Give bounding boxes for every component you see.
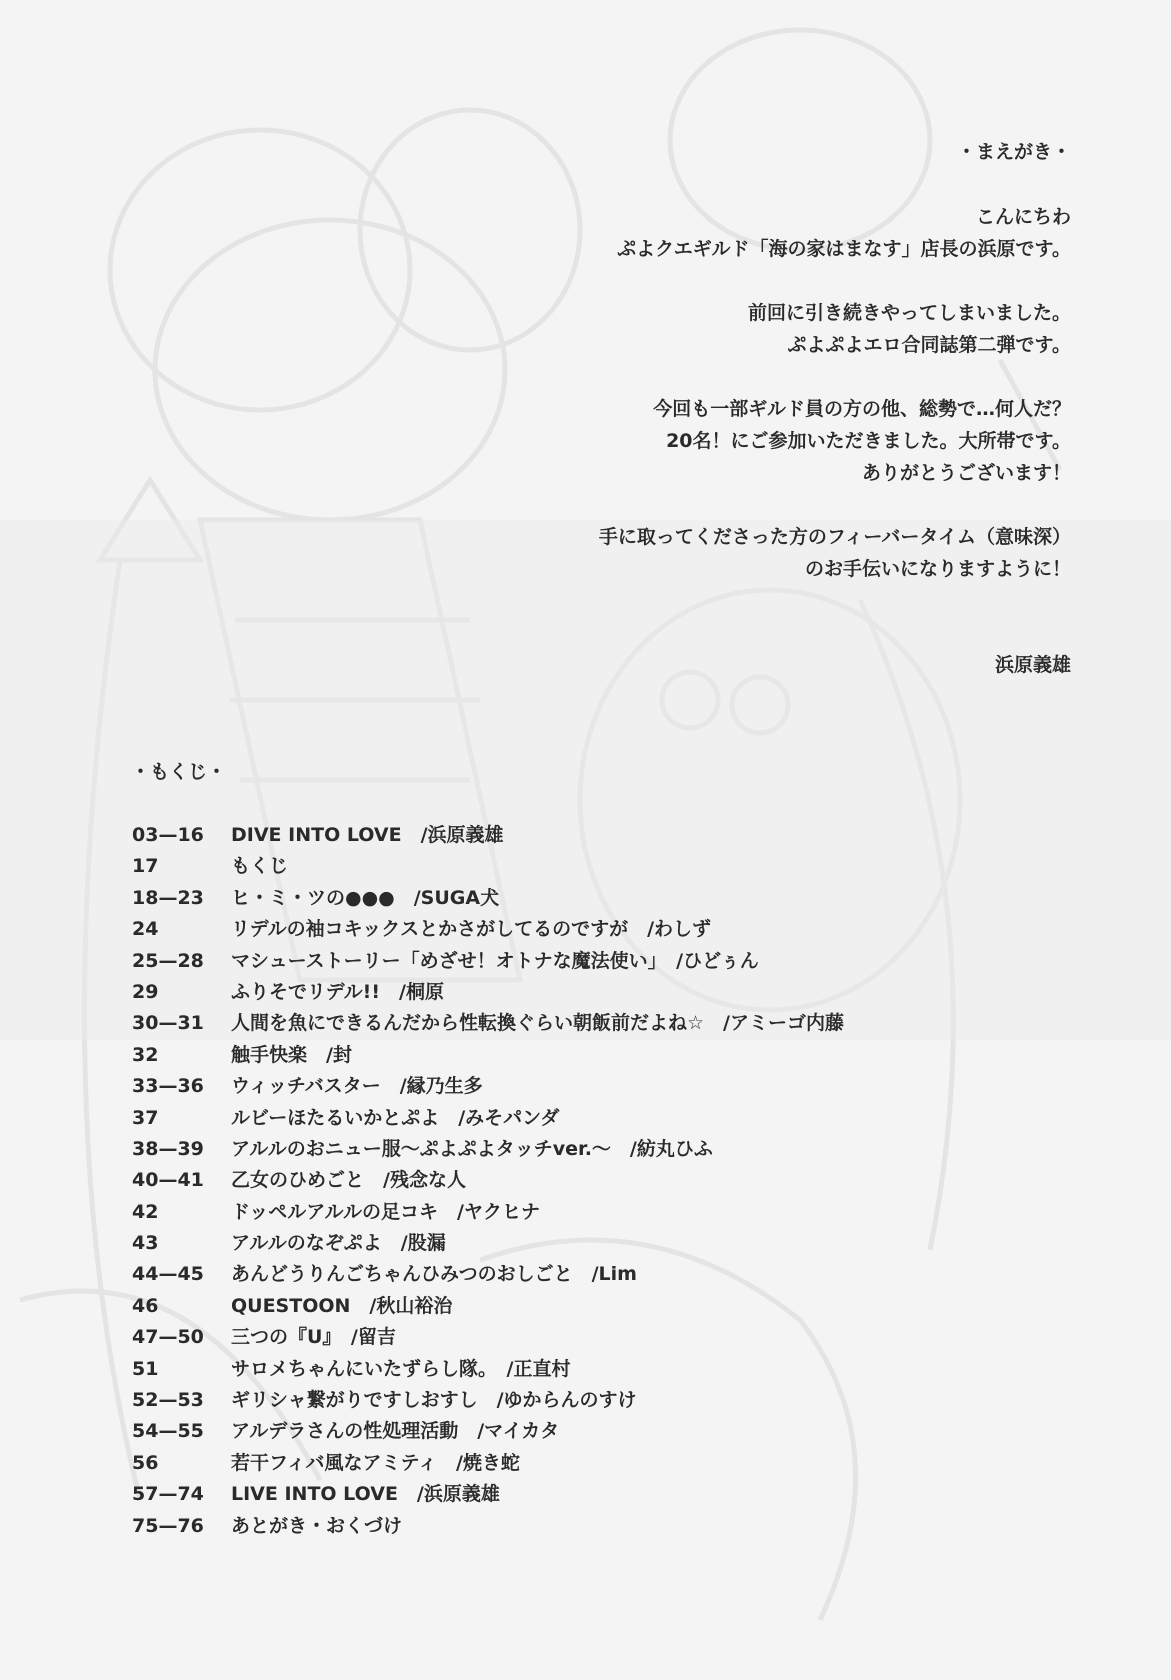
foreword-greeting: こんにちわ (975, 206, 1071, 228)
toc-page-range: 47—50 (132, 1326, 204, 1349)
toc-row (132, 1071, 1132, 1102)
toc-page-range: 51 (132, 1357, 159, 1380)
toc-row (132, 977, 1132, 1008)
toc-page-range: 24 (132, 918, 159, 941)
toc-page-range: 30—31 (132, 1012, 204, 1035)
toc-page-range: 37 (132, 1106, 159, 1129)
toc-entry: 若干フィバ風なアミティ /焼き蛇 (231, 1451, 520, 1474)
toc-row (132, 914, 1132, 945)
toc-page-range: 43 (132, 1232, 159, 1255)
toc-row (132, 1291, 1132, 1322)
toc-entry: もくじ (231, 855, 289, 878)
toc-page-range: 18—23 (132, 886, 204, 909)
toc-row (132, 851, 1132, 882)
toc-row (132, 1165, 1132, 1196)
toc-row (132, 1479, 1132, 1510)
toc-row (132, 1103, 1132, 1134)
toc-entry: あとがき・おくづけ (231, 1514, 403, 1537)
foreword-paragraph-line: 前回に引き続きやってしまいました。 (747, 302, 1071, 324)
toc-row (132, 1040, 1132, 1071)
toc-row (132, 820, 1132, 851)
toc-entry: ドッペルアルルの足コキ /ヤクヒナ (231, 1200, 540, 1223)
toc-page-range: 42 (132, 1200, 159, 1223)
toc-page-range: 54—55 (132, 1420, 204, 1443)
toc-page-range: 25—28 (132, 949, 204, 972)
toc-row (132, 1448, 1132, 1479)
toc-entry: 人間を魚にできるんだから性転換ぐらい朝飯前だよね☆ /アミーゴ内藤 (231, 1012, 844, 1035)
toc-entry: ふりそでリデル!! /桐原 (231, 980, 444, 1003)
toc-row (132, 1322, 1132, 1353)
toc-entry: DIVE INTO LOVE /浜原義雄 (231, 824, 504, 846)
toc-entry: LIVE INTO LOVE /浜原義雄 (231, 1483, 500, 1506)
foreword-section (451, 136, 1071, 681)
foreword-paragraph-line: ぷよぷよエロ合同誌第二弾です。 (787, 334, 1071, 356)
toc-row (132, 1416, 1132, 1447)
toc-page-range: 03—16 (132, 824, 204, 846)
toc-entry: ルビーほたるいかとぷよ /みそパンダ (231, 1106, 560, 1129)
toc-row (132, 883, 1132, 914)
toc-entry: あんどうりんごちゃんひみつのおしごと /Lim (231, 1263, 637, 1286)
toc-entry: リデルの袖コキックスとかさがしてるのですが /わしず (231, 918, 712, 941)
toc-page-range: 38—39 (132, 1137, 204, 1160)
toc-row (132, 1354, 1132, 1385)
foreword-paragraph-line: 今回も一部ギルド員の方の他、総勢で…何人だ？ (653, 398, 1071, 420)
toc-page-range: 32 (132, 1043, 159, 1066)
toc-entry: 三つの『U』 /留吉 (231, 1326, 396, 1349)
toc-row (132, 946, 1132, 977)
toc-entry: QUESTOON /秋山裕治 (231, 1294, 453, 1317)
toc-entry: ギリシャ繋がりですしおすし /ゆからんのすけ (231, 1389, 637, 1412)
toc-row (132, 1197, 1132, 1228)
foreword-title: ・まえがき・ (956, 141, 1071, 163)
toc-row (132, 1259, 1132, 1290)
toc-page-range: 46 (132, 1294, 159, 1317)
toc-entry: ウィッチバスター /縁乃生多 (231, 1075, 483, 1098)
toc-entry: アルデラさんの性処理活動 /マイカタ (231, 1420, 560, 1443)
toc-page-range: 56 (132, 1451, 159, 1474)
toc-page-range: 33—36 (132, 1075, 204, 1098)
toc-entry: マシューストーリー「めざせ！オトナな魔法使い」 /ひどぅん (231, 949, 759, 972)
toc-page-range: 44—45 (132, 1263, 204, 1286)
toc-entry: 乙女のひめごと /残念な人 (231, 1169, 466, 1192)
table-of-contents (132, 820, 1132, 1542)
toc-row (132, 1385, 1132, 1416)
toc-row (132, 1228, 1132, 1259)
foreword-paragraph-line: のお手伝いになりますように！ (804, 558, 1071, 580)
foreword-paragraph-line: 手に取ってくださった方のフィーバータイム（意味深） (598, 526, 1071, 548)
toc-row (132, 1008, 1132, 1039)
toc-entry: アルルのなぞぷよ /股漏 (231, 1232, 446, 1255)
toc-entry: サロメちゃんにいたずらし隊。 /正直村 (231, 1357, 571, 1380)
toc-page-range: 40—41 (132, 1169, 204, 1192)
foreword-intro: ぷよクエギルド「海の家はまなす」店長の浜原です。 (617, 238, 1071, 260)
foreword-paragraph-line: 20名！にご参加いただきました。大所帯です。 (666, 430, 1071, 452)
toc-row (132, 1134, 1132, 1165)
toc-entry: アルルのおニュー服～ぷよぷよタッチver.～ /紡丸ひふ (231, 1137, 713, 1160)
toc-page-range: 29 (132, 980, 159, 1003)
toc-row (132, 1511, 1132, 1542)
toc-entry: ヒ・ミ・ツの●●● /SUGA犬 (231, 886, 500, 909)
toc-title: ・もくじ・ (131, 761, 227, 783)
toc-page-range: 52—53 (132, 1389, 204, 1412)
toc-page-range: 75—76 (132, 1514, 204, 1537)
toc-entry: 触手快楽 /封 (231, 1043, 352, 1066)
toc-page-range: 17 (132, 855, 159, 878)
foreword-signature: 浜原義雄 (994, 654, 1071, 676)
toc-page-range: 57—74 (132, 1483, 204, 1506)
foreword-paragraph-line: ありがとうございます！ (861, 462, 1071, 484)
